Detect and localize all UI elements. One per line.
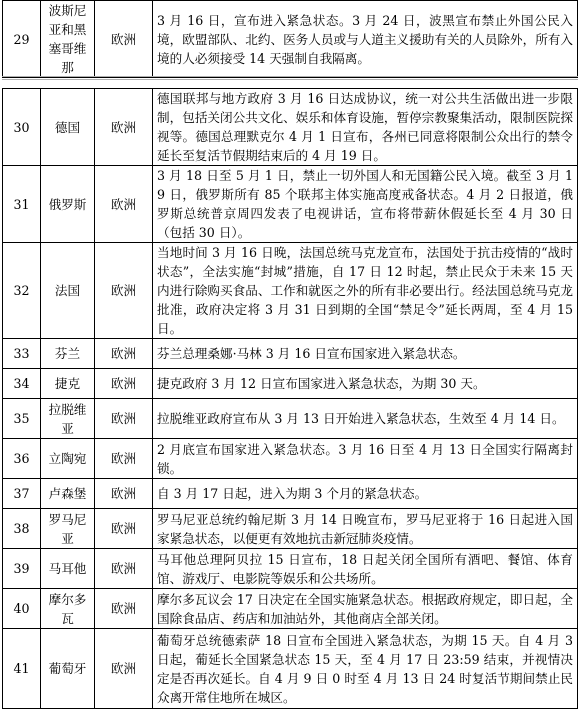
row-number: 30 <box>3 89 41 166</box>
region-cell: 欧洲 <box>95 549 153 589</box>
measures-cell: 2 月底宣布国家进入紧急状态。3 月 16 日至 4 月 13 日全国实行隔离封锁。 <box>153 439 578 479</box>
table-row <box>3 166 578 243</box>
country-cell: 拉脱维亚 <box>41 399 95 439</box>
country-cell: 马耳他 <box>41 549 95 589</box>
table-row <box>3 589 578 629</box>
country-cell: 波斯尼亚和黑塞哥维那 <box>41 1 95 78</box>
country-cell: 法国 <box>41 243 95 339</box>
measures-cell: 德国联邦与地方政府 3 月 16 日达成协议，统一对公共生活做出进一步限制，包括关闭公共文化、娱乐和体育设施，暂停宗教聚集活动，限制医院探视等。德国总理默克尔 4 月 1 日宣布，各州已同意将限制公众出行的禁令延长至复活节假期结束后的 4 月 19 日。 <box>153 89 578 166</box>
measures-cell: 马耳他总理阿贝拉 15 日宣布，18 日起关闭全国所有酒吧、餐馆、体育馆、游戏厅、电影院等娱乐和公共场所。 <box>153 549 578 589</box>
row-number: 31 <box>3 166 41 243</box>
table-row <box>3 399 578 439</box>
country-cell: 立陶宛 <box>41 439 95 479</box>
table-row <box>3 629 578 709</box>
region-cell: 欧洲 <box>95 166 153 243</box>
region-cell: 欧洲 <box>95 439 153 479</box>
table-row <box>3 369 578 399</box>
country-cell: 俄罗斯 <box>41 166 95 243</box>
measures-cell: 3 月 16 日，宣布进入紧急状态。3 月 24 日，波黑宣布禁止外国公民入境，欧盟部队、北约、医务人员或与人道主义援助有关的人员除外，所有入境的人必须接受 14 天强制自我隔离。 <box>153 1 578 78</box>
country-cell: 葡萄牙 <box>41 629 95 709</box>
measures-cell: 摩尔多瓦议会 17 日决定在全国实施紧急状态。根据政府规定，即日起，全国除食品店、药店和加油站外，其他商店全部关闭。 <box>153 589 578 629</box>
region-cell: 欧洲 <box>95 509 153 549</box>
table-row <box>3 1 578 78</box>
row-number: 29 <box>3 1 41 78</box>
table-main <box>2 88 578 709</box>
page-break-line <box>2 76 578 77</box>
table-row <box>3 479 578 509</box>
region-cell: 欧洲 <box>95 369 153 399</box>
row-number: 38 <box>3 509 41 549</box>
region-cell: 欧洲 <box>95 399 153 439</box>
measures-cell: 葡萄牙总统德索萨 18 日宣布全国进入紧急状态，为期 15 天。自 4 月 3 日起，葡延长全国紧急状态 15 天，至 4 月 17 日 23:59 结束，并视情决定是否再次延长。自 4 月 9 日 0 时至 4 月 13 日 24 时复活节期间禁止民众离开常住地所在城区。 <box>153 629 578 709</box>
page-break-line <box>2 79 578 80</box>
country-cell: 捷克 <box>41 369 95 399</box>
row-number: 35 <box>3 399 41 439</box>
row-number: 39 <box>3 549 41 589</box>
row-number: 40 <box>3 589 41 629</box>
country-cell: 卢森堡 <box>41 479 95 509</box>
page-break <box>2 70 578 88</box>
measures-cell: 拉脱维亚政府宣布从 3 月 13 日开始进入紧急状态，生效至 4 月 14 日。 <box>153 399 578 439</box>
row-number: 32 <box>3 243 41 339</box>
table-top <box>2 0 578 78</box>
country-cell: 芬兰 <box>41 339 95 369</box>
country-cell: 摩尔多瓦 <box>41 589 95 629</box>
table-row <box>3 339 578 369</box>
measures-cell: 罗马尼亚总统约翰尼斯 3 月 14 日晚宣布，罗马尼亚将于 16 日起进入国家紧急状态，以便更有效地抗击新冠肺炎疫情。 <box>153 509 578 549</box>
measures-cell: 捷克政府 3 月 12 日宣布国家进入紧急状态，为期 30 天。 <box>153 369 578 399</box>
measures-cell: 当地时间 3 月 16 日晚，法国总统马克龙宣布，法国处于抗击疫情的“战时状态”，全法实施“封城”措施，自 17 日 12 时起，禁止民众于未来 15 天内进行除购买食品、工作和就医之外的所有非必要出行。经法国总统马克龙批准，政府决定将 3 月 31 日到期的全国“禁足令”延长两周，至 4 月 15 日。 <box>153 243 578 339</box>
row-number: 33 <box>3 339 41 369</box>
country-cell: 德国 <box>41 89 95 166</box>
table-row <box>3 439 578 479</box>
measures-cell: 3 月 18 日至 5 月 1 日，禁止一切外国人和无国籍公民入境。截至 3 月 19 日，俄罗斯所有 85 个联邦主体实施高度戒备状态。4 月 2 日报道，俄罗斯总统普京周四发表了电视讲话，宣布将带薪休假延长至 4 月 30 日（包括 30 日）。 <box>153 166 578 243</box>
region-cell: 欧洲 <box>95 89 153 166</box>
region-cell: 欧洲 <box>95 339 153 369</box>
row-number: 37 <box>3 479 41 509</box>
region-cell: 欧洲 <box>95 629 153 709</box>
region-cell: 欧洲 <box>95 1 153 78</box>
measures-cell: 自 3 月 17 日起，进入为期 3 个月的紧急状态。 <box>153 479 578 509</box>
country-cell: 罗马尼亚 <box>41 509 95 549</box>
table-row <box>3 549 578 589</box>
region-cell: 欧洲 <box>95 589 153 629</box>
row-number: 41 <box>3 629 41 709</box>
row-number: 34 <box>3 369 41 399</box>
region-cell: 欧洲 <box>95 243 153 339</box>
row-number: 36 <box>3 439 41 479</box>
measures-cell: 芬兰总理桑娜·马林 3 月 16 日宣布国家进入紧急状态。 <box>153 339 578 369</box>
table-row <box>3 509 578 549</box>
table-row <box>3 89 578 166</box>
table-row <box>3 243 578 339</box>
region-cell: 欧洲 <box>95 479 153 509</box>
